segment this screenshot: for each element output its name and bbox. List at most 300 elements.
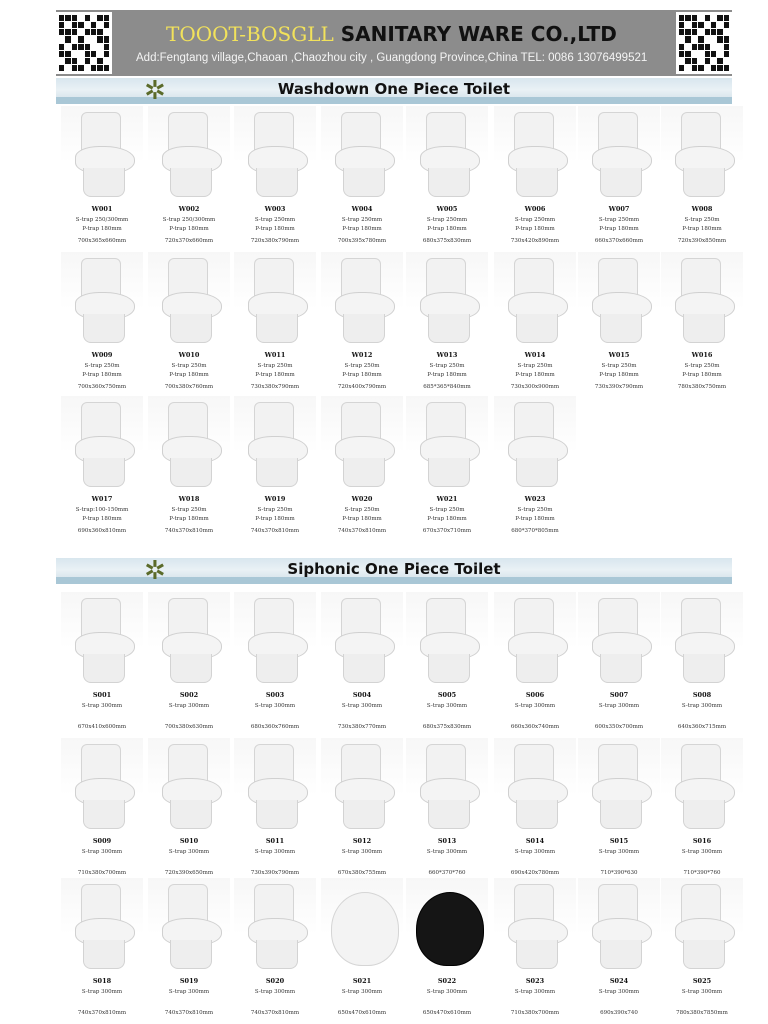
trap-spec: S-trap 250mm [254, 217, 296, 223]
toilet-base [683, 314, 725, 343]
product-dimensions: 780x380x750mm [677, 384, 727, 390]
product-code: S014 [525, 837, 545, 845]
trap-spec: S-trap 250mm [341, 217, 383, 223]
trap-spec: S-trap 300mm [681, 703, 723, 709]
toilet-image [61, 106, 143, 201]
trap-spec-secondary: P-trap 180mm [169, 226, 209, 232]
toilet-base [516, 458, 558, 487]
toilet-image [148, 738, 230, 833]
trap-spec-secondary: P-trap 180mm [682, 372, 722, 378]
trap-spec-secondary: P-trap 180mm [169, 372, 209, 378]
section-banner-siphonic [56, 558, 732, 584]
product-dimensions: 700x365x660mm [77, 238, 127, 244]
toilet-base [256, 654, 298, 683]
product-card [144, 878, 234, 1023]
product-dimensions: 740x370x810mm [164, 1010, 214, 1016]
product-card [657, 106, 747, 251]
toilet-image [321, 592, 403, 687]
product-card [317, 396, 407, 541]
trap-spec-secondary: P-trap 180mm [342, 372, 382, 378]
product-code: W002 [178, 205, 200, 213]
product-code: W020 [351, 495, 373, 503]
product-code: W004 [351, 205, 373, 213]
product-code: W011 [264, 351, 286, 359]
trap-spec: S-trap 250mm [598, 217, 640, 223]
trap-spec-secondary: P-trap 180mm [515, 226, 555, 232]
product-dimensions: 740x370x810mm [250, 1010, 300, 1016]
product-card [490, 592, 580, 737]
toilet-base [600, 654, 642, 683]
trap-spec: S-trap 250m [344, 363, 380, 369]
section-title: Siphonic One Piece Toilet [287, 560, 501, 578]
product-code: S016 [692, 837, 712, 845]
trap-spec-secondary: P-trap 180mm [599, 372, 639, 378]
toilet-image [321, 878, 403, 973]
toilet-image [661, 106, 743, 201]
product-code: W003 [264, 205, 286, 213]
toilet-image [578, 252, 660, 347]
product-code: W006 [524, 205, 546, 213]
product-code: W014 [524, 351, 546, 359]
product-card [57, 738, 147, 883]
trap-spec: S-trap 300mm [168, 849, 210, 855]
product-dimensions: 700x360x750mm [77, 384, 127, 390]
trap-spec-secondary: P-trap 180mm [515, 516, 555, 522]
product-code: W023 [524, 495, 546, 503]
product-dimensions: 730x300x900mm [510, 384, 560, 390]
product-code: W005 [436, 205, 458, 213]
product-dimensions: 730x380x770mm [337, 724, 387, 730]
product-code: W018 [178, 495, 200, 503]
product-card [57, 396, 147, 541]
product-code: W012 [351, 351, 373, 359]
toilet-image [494, 106, 576, 201]
toilet-base [343, 168, 385, 197]
product-code: W007 [608, 205, 630, 213]
product-dimensions: 780x380x7850mm [676, 1010, 728, 1016]
product-card [657, 738, 747, 883]
toilet-image [234, 252, 316, 347]
toilet-base [83, 800, 125, 829]
toilet-base [428, 458, 470, 487]
toilet-base [170, 940, 212, 969]
product-card [144, 106, 234, 251]
toilet-image [148, 106, 230, 201]
product-code: S018 [92, 977, 112, 985]
product-dimensions: 720x380x790mm [250, 238, 300, 244]
product-code: S010 [179, 837, 199, 845]
toilet-base [600, 314, 642, 343]
product-dimensions: 680x375x830mm [422, 238, 472, 244]
trap-spec: S-trap 300mm [598, 703, 640, 709]
trap-spec-secondary: P-trap 180mm [515, 372, 555, 378]
toilet-base [83, 654, 125, 683]
qr-code-icon [56, 12, 112, 74]
product-code: S022 [437, 977, 457, 985]
trap-spec: S-trap 300mm [514, 703, 556, 709]
product-code: S024 [609, 977, 629, 985]
toilet-image [321, 252, 403, 347]
brand-name: TOOOT-BOSGLL [166, 22, 334, 46]
product-code: W016 [691, 351, 713, 359]
product-dimensions: 720x370x660mm [164, 238, 214, 244]
trap-spec: S-trap 300mm [168, 703, 210, 709]
toilet-image [321, 738, 403, 833]
product-card [574, 106, 664, 251]
trap-spec: S-trap 250m [517, 363, 553, 369]
product-card [144, 738, 234, 883]
trap-spec: S-trap 250m [344, 507, 380, 513]
product-code: W017 [91, 495, 113, 503]
toilet-image [234, 878, 316, 973]
palm-plant-icon: ✲ [144, 558, 166, 584]
toilet-image [61, 396, 143, 491]
product-card [402, 106, 492, 251]
toilet-base [600, 168, 642, 197]
trap-spec: S-trap 250m [257, 363, 293, 369]
trap-spec-secondary: P-trap 180mm [427, 372, 467, 378]
product-card [574, 878, 664, 1023]
toilet-base [83, 314, 125, 343]
toilet-base [343, 458, 385, 487]
product-dimensions: 600x350x700mm [594, 724, 644, 730]
trap-spec: S-trap 300mm [681, 989, 723, 995]
product-code: S004 [352, 691, 372, 699]
toilet-image [148, 878, 230, 973]
toilet-image [234, 106, 316, 201]
trap-spec: S-trap 300mm [341, 849, 383, 855]
product-dimensions: 650x470x610mm [422, 1010, 472, 1016]
trap-spec: S-trap 250m [257, 507, 293, 513]
trap-spec: S-trap 250mm [426, 217, 468, 223]
company-title: SANITARY WARE CO.,LTD [333, 22, 617, 46]
product-card [490, 252, 580, 397]
product-dimensions: 740x370x810mm [164, 528, 214, 534]
trap-spec-secondary: P-trap 180mm [427, 516, 467, 522]
toilet-image [661, 592, 743, 687]
product-dimensions: 670x380x755mm [337, 870, 387, 876]
product-card [402, 592, 492, 737]
product-code: S008 [692, 691, 712, 699]
toilet-base [256, 458, 298, 487]
toilet-base [83, 458, 125, 487]
product-dimensions: 710x380x700mm [510, 1010, 560, 1016]
product-code: W009 [91, 351, 113, 359]
trap-spec: S-trap 300mm [426, 849, 468, 855]
product-code: S012 [352, 837, 372, 845]
toilet-base [170, 800, 212, 829]
toilet-image [661, 738, 743, 833]
product-card [230, 106, 320, 251]
trap-spec: S-trap 300mm [81, 989, 123, 995]
trap-spec-secondary: P-trap 180mm [255, 516, 295, 522]
trap-spec: S-trap 250m [84, 363, 120, 369]
product-code: S009 [92, 837, 112, 845]
product-card [57, 878, 147, 1023]
product-card [317, 252, 407, 397]
section-title: Washdown One Piece Toilet [277, 80, 511, 98]
product-card [402, 252, 492, 397]
section-banner-washdown [56, 78, 732, 104]
product-dimensions: 710x380x700mm [77, 870, 127, 876]
toilet-base [428, 168, 470, 197]
product-card [574, 738, 664, 883]
product-dimensions: 730x380x790mm [250, 384, 300, 390]
toilet-base [428, 800, 470, 829]
toilet-base [170, 168, 212, 197]
toilet-image [494, 396, 576, 491]
toilet-base [256, 800, 298, 829]
product-card [230, 592, 320, 737]
product-dimensions: 730x420x890mm [510, 238, 560, 244]
product-code: W013 [436, 351, 458, 359]
product-card [657, 592, 747, 737]
product-card [402, 396, 492, 541]
product-dimensions: 670x410x600mm [77, 724, 127, 730]
trap-spec-secondary: P-trap 180mm [427, 226, 467, 232]
toilet-base [256, 940, 298, 969]
trap-spec: S-trap 300mm [81, 849, 123, 855]
product-dimensions: 650x470x610mm [337, 1010, 387, 1016]
trap-spec: S-trap 250m [429, 507, 465, 513]
toilet-base [516, 314, 558, 343]
product-code: S011 [265, 837, 285, 845]
qr-code-icon [676, 12, 732, 74]
product-card [57, 252, 147, 397]
trap-spec: S-trap 250m [429, 363, 465, 369]
product-card [574, 592, 664, 737]
toilet-base [428, 314, 470, 343]
product-card [402, 878, 492, 1023]
toilet-image [406, 592, 488, 687]
product-code: S005 [437, 691, 457, 699]
toilet-image [148, 592, 230, 687]
product-card [490, 106, 580, 251]
toilet-base [83, 168, 125, 197]
product-card [230, 396, 320, 541]
trap-spec: S-trap 300mm [426, 989, 468, 995]
product-code: W019 [264, 495, 286, 503]
toilet-image [494, 878, 576, 973]
product-code: S019 [179, 977, 199, 985]
company-address: Add:Fengtang village,Chaoan ,Chaozhou city , Guangdong Province,China TEL: 0086 13076499521 [136, 52, 648, 64]
trap-spec-secondary: P-trap 180mm [255, 372, 295, 378]
product-dimensions: 660*370*760 [428, 870, 466, 876]
toilet-image [406, 738, 488, 833]
toilet-image [406, 396, 488, 491]
trap-spec: S-trap 300mm [681, 849, 723, 855]
toilet-image [148, 396, 230, 491]
trap-spec: S-trap 300mm [598, 989, 640, 995]
toilet-image [234, 396, 316, 491]
toilet-base [83, 940, 125, 969]
trap-spec: S-trap 250mm [514, 217, 556, 223]
toilet-base [516, 940, 558, 969]
product-code: S001 [92, 691, 112, 699]
trap-spec: S-trap 300mm [254, 849, 296, 855]
trap-spec-secondary: P-trap 180mm [342, 516, 382, 522]
trap-spec: S-trap 300mm [598, 849, 640, 855]
trap-spec-secondary: P-trap 180mm [255, 226, 295, 232]
trap-spec: S-trap 250m [684, 363, 720, 369]
product-code: S021 [352, 977, 372, 985]
product-card [317, 106, 407, 251]
palm-plant-icon: ✲ [144, 78, 166, 104]
toilet-base [343, 800, 385, 829]
product-code: S015 [609, 837, 629, 845]
product-dimensions: 730x390x790mm [250, 870, 300, 876]
product-dimensions: 720x390x850mm [677, 238, 727, 244]
toilet-base [683, 654, 725, 683]
toilet-image [61, 592, 143, 687]
product-code: S023 [525, 977, 545, 985]
toilet-image [406, 106, 488, 201]
product-code: S002 [179, 691, 199, 699]
toilet-image [578, 878, 660, 973]
company-name [166, 22, 617, 46]
toilet-base [683, 940, 725, 969]
toilet-image [234, 738, 316, 833]
toilet-base [600, 940, 642, 969]
trap-spec: S-trap 250m [684, 217, 720, 223]
toilet-image [494, 738, 576, 833]
product-dimensions: 680x360x760mm [250, 724, 300, 730]
trap-spec: S-trap 300mm [514, 989, 556, 995]
toilet-image [148, 252, 230, 347]
product-card [230, 878, 320, 1023]
product-dimensions: 680x375x830mm [422, 724, 472, 730]
product-dimensions: 740x370x810mm [250, 528, 300, 534]
toilet-base [256, 168, 298, 197]
product-dimensions: 690x360x810mm [77, 528, 127, 534]
product-code: S006 [525, 691, 545, 699]
toilet-image [578, 106, 660, 201]
trap-spec: S-trap 250/300mm [162, 217, 216, 223]
product-code: W010 [178, 351, 200, 359]
product-card [317, 738, 407, 883]
product-card [574, 252, 664, 397]
product-dimensions: 710*390*630 [600, 870, 638, 876]
product-card [144, 252, 234, 397]
product-code: S013 [437, 837, 457, 845]
egg-toilet-shape [331, 892, 399, 966]
toilet-base [343, 654, 385, 683]
toilet-image [578, 738, 660, 833]
toilet-base [343, 314, 385, 343]
product-code: W008 [691, 205, 713, 213]
product-code: S003 [265, 691, 285, 699]
product-dimensions: 685*365*840mm [423, 384, 471, 390]
product-card [144, 592, 234, 737]
toilet-base [683, 168, 725, 197]
product-code: W001 [91, 205, 113, 213]
product-card [230, 252, 320, 397]
product-card [657, 252, 747, 397]
toilet-base [170, 654, 212, 683]
product-dimensions: 690x420x780mm [510, 870, 560, 876]
trap-spec-secondary: P-trap 180mm [342, 226, 382, 232]
product-dimensions: 680*370*805mm [511, 528, 559, 534]
toilet-image [578, 592, 660, 687]
trap-spec-secondary: P-trap 180mm [169, 516, 209, 522]
product-code: S025 [692, 977, 712, 985]
toilet-base [516, 168, 558, 197]
trap-spec: S-trap 300mm [81, 703, 123, 709]
product-dimensions: 740x370x810mm [77, 1010, 127, 1016]
trap-spec-secondary: P-trap 180mm [82, 372, 122, 378]
trap-spec-secondary: P-trap 180mm [682, 226, 722, 232]
trap-spec-secondary: P-trap 180mm [82, 226, 122, 232]
product-card [490, 396, 580, 541]
product-dimensions: 740x370x810mm [337, 528, 387, 534]
product-dimensions: 660x360x740mm [510, 724, 560, 730]
toilet-base [683, 800, 725, 829]
product-dimensions: 710*390*760 [683, 870, 721, 876]
product-code: S007 [609, 691, 629, 699]
product-card [657, 878, 747, 1023]
toilet-base [516, 654, 558, 683]
trap-spec-secondary: P-trap 180mm [82, 516, 122, 522]
toilet-image [661, 878, 743, 973]
trap-spec: S-trap 300mm [341, 703, 383, 709]
egg-toilet-shape [416, 892, 484, 966]
product-card [490, 738, 580, 883]
toilet-image [494, 252, 576, 347]
toilet-image [61, 878, 143, 973]
toilet-image [661, 252, 743, 347]
trap-spec: S-trap 250m [601, 363, 637, 369]
company-header [56, 10, 732, 76]
toilet-base [428, 654, 470, 683]
product-card [57, 106, 147, 251]
toilet-base [256, 314, 298, 343]
toilet-base [516, 800, 558, 829]
trap-spec: S-trap 300mm [426, 703, 468, 709]
toilet-image [61, 252, 143, 347]
product-card [57, 592, 147, 737]
product-dimensions: 700x380x760mm [164, 384, 214, 390]
trap-spec: S-trap 250m [171, 507, 207, 513]
trap-spec: S-trap 300mm [168, 989, 210, 995]
toilet-image [61, 738, 143, 833]
product-dimensions: 690x390x740 [600, 1010, 638, 1016]
product-code: S020 [265, 977, 285, 985]
toilet-image [321, 106, 403, 201]
trap-spec: S-trap 300mm [341, 989, 383, 995]
toilet-image [234, 592, 316, 687]
toilet-base [170, 314, 212, 343]
product-dimensions: 700x395x780mm [337, 238, 387, 244]
toilet-image [406, 252, 488, 347]
product-dimensions: 730x390x790mm [594, 384, 644, 390]
product-dimensions: 670x370x710mm [422, 528, 472, 534]
toilet-image [321, 396, 403, 491]
product-card [144, 396, 234, 541]
trap-spec: S-trap 300mm [254, 703, 296, 709]
product-card [317, 592, 407, 737]
toilet-base [170, 458, 212, 487]
trap-spec-secondary: P-trap 180mm [599, 226, 639, 232]
product-dimensions: 640x360x715mm [677, 724, 727, 730]
product-dimensions: 720x390x650mm [164, 870, 214, 876]
toilet-image [406, 878, 488, 973]
product-card [230, 738, 320, 883]
trap-spec: S-trap:100-150mm [75, 507, 129, 513]
toilet-image [494, 592, 576, 687]
product-card [402, 738, 492, 883]
product-card [317, 878, 407, 1023]
product-code: W015 [608, 351, 630, 359]
